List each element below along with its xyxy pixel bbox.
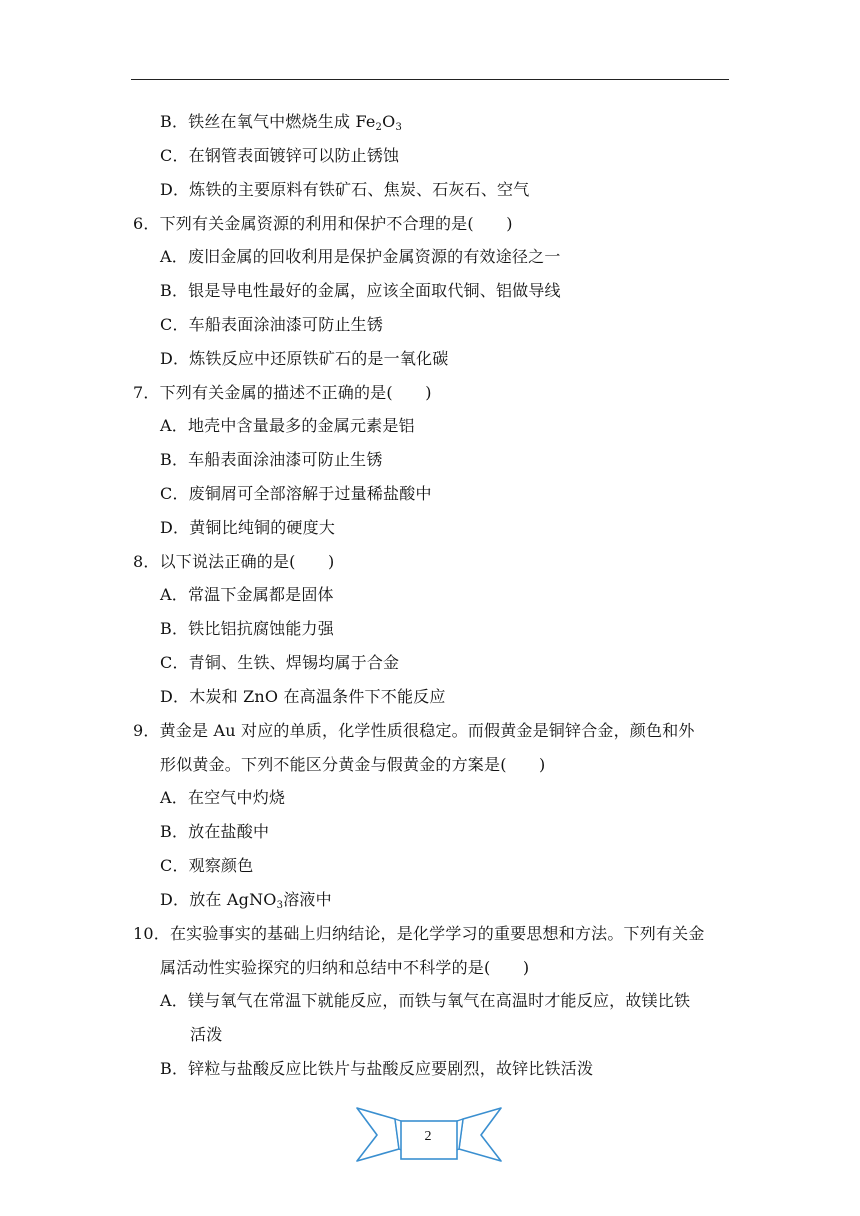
option-6c: C．车船表面涂油漆可防止生锈: [160, 315, 384, 334]
option-9c: C．观察颜色: [160, 856, 254, 875]
option-7d: D．黄铜比纯铜的硬度大: [160, 518, 336, 537]
option-8c: C．青铜、生铁、焊锡均属于合金: [160, 653, 400, 672]
option-9b: B．放在盐酸中: [160, 822, 270, 841]
option-7a: A．地壳中含量最多的金属元素是铝: [160, 416, 415, 435]
page-number: 2: [424, 1129, 432, 1144]
option-6d: D．炼铁反应中还原铁矿石的是一氧化碳: [160, 349, 449, 368]
option-9d: D．放在 AgNO$_3$溶液中: [160, 890, 332, 911]
question-7: 7．下列有关金属的描述不正确的是( ): [133, 383, 432, 402]
option-7c: C．废铜屑可全部溶解于过量稀盐酸中: [160, 484, 432, 503]
question-8: 8．以下说法正确的是( ): [133, 552, 335, 571]
option-10a: A．镁与氧气在常温下就能反应，而铁与氧气在高温时才能反应，故镁比铁: [160, 991, 691, 1010]
option-7b: B．车船表面涂油漆可防止生锈: [160, 450, 383, 469]
option-6a: A．废旧金属的回收利用是保护金属资源的有效途径之一: [160, 247, 561, 266]
question-9: 9．黄金是 Au 对应的单质，化学性质很稳定。而假黄金是铜锌合金，颜色和外: [133, 721, 695, 740]
option-6b: B．银是导电性最好的金属，应该全面取代铜、铝做导线: [160, 281, 561, 300]
option-8a: A．常温下金属都是固体: [160, 585, 334, 604]
option-8d: D．木炭和 ZnO 在高温条件下不能反应: [160, 687, 446, 706]
option-5b: B．铁丝在氧气中燃烧生成 $Fe_2O_3$: [160, 112, 402, 133]
option-5d: D．炼铁的主要原料有铁矿石、焦炭、石灰石、空气: [160, 180, 530, 199]
question-10: 10．在实验事实的基础上归纳结论，是化学学习的重要思想和方法。下列有关金: [133, 924, 705, 943]
option-5c: C．在钢管表面镀锌可以防止锈蚀: [160, 146, 400, 165]
option-8b: B．铁比铝抗腐蚀能力强: [160, 619, 334, 638]
question-9-continued: 形似黄金。下列不能区分黄金与假黄金的方案是( ): [160, 755, 546, 774]
question-6: 6．下列有关金属资源的利用和保护不合理的是( ): [133, 214, 513, 233]
option-10b: B．锌粒与盐酸反应比铁片与盐酸反应要剧烈，故锌比铁活泼: [160, 1059, 594, 1078]
option-10a-continued: 活泼: [190, 1025, 223, 1044]
header-rule: [131, 79, 729, 80]
question-10-continued: 属活动性实验探究的归纳和总结中不科学的是( ): [160, 958, 530, 977]
option-9a: A．在空气中灼烧: [160, 788, 286, 807]
